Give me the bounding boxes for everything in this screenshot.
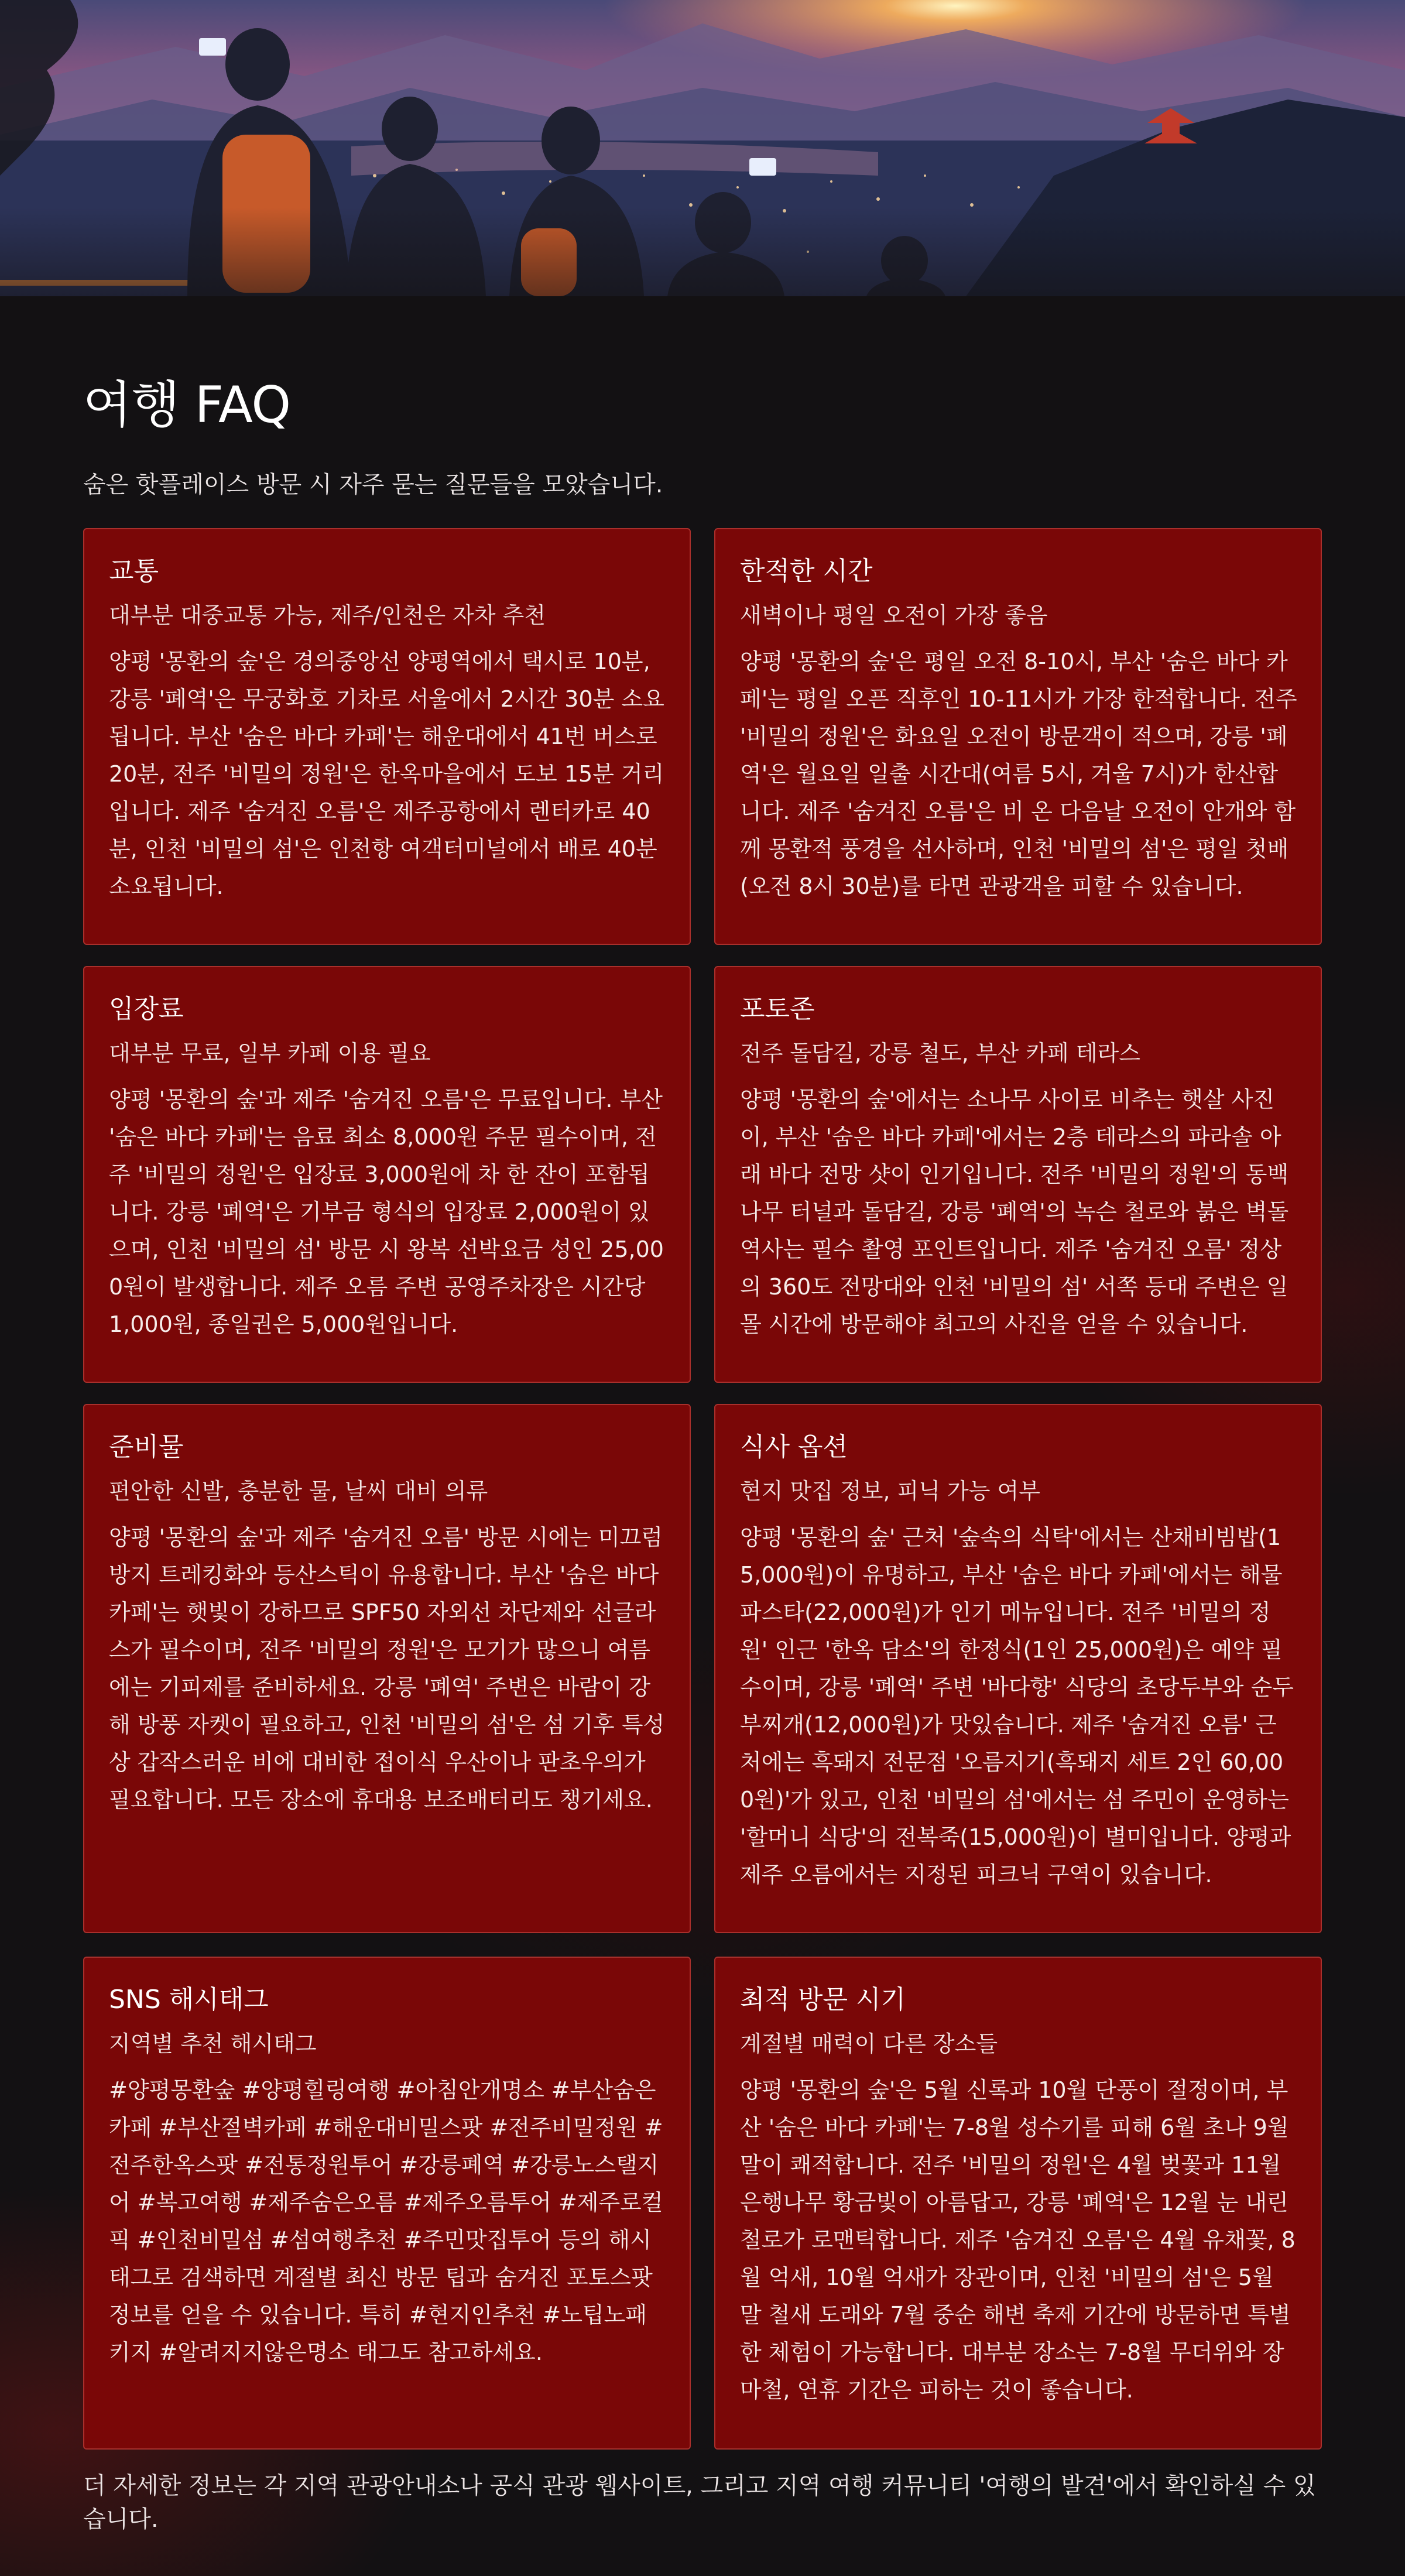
faq-card-admission: [83, 966, 691, 1383]
faq-card-best-season: [714, 1957, 1322, 2450]
card-subtitle: 편안한 신발, 충분한 물, 날씨 대비 의류: [109, 1478, 488, 1504]
card-title: 준비물: [109, 1432, 184, 1462]
card-title: 포토존: [740, 994, 815, 1024]
page-intro: 숨은 핫플레이스 방문 시 자주 묻는 질문들을 모았습니다.: [83, 471, 663, 498]
faq-card-photo-zone: [714, 966, 1322, 1383]
faq-card-quiet-time: [714, 528, 1322, 945]
card-title: 식사 옵션: [740, 1432, 848, 1462]
faq-card-transport: [83, 528, 691, 945]
card-body: #양평몽환숲 #양평힐링여행 #아침안개명소 #부산숨은카페 #부산절벽카페 #해운대비밀스팟 #전주비밀정원 #전주한옥스팟 #전통정원투어 #강릉폐역 #강릉노스탤지어 #복고여행 #제주숨은오름 #제주오름투어 #제주로컬픽 #인천비밀섬 #섬여행추천 #주민맛집투어 등의 해시태그로 검색하면 계절별 최신 방문 팁과 숨겨진 포토스팟 정보를 얻을 수 있습니다. 특히 #현지인추천 #노팁노패키지 #알려지지않은명소 태그도 참고하세요.: [109, 2077, 663, 2365]
faq-card-hashtags: [83, 1957, 691, 2450]
card-body: 양평 '몽환의 숲'은 경의중앙선 양평역에서 택시로 10분, 강릉 '폐역'은 무궁화호 기차로 서울에서 2시간 30분 소요됩니다. 부산 '숨은 바다 카페'는 해운대에서 41번 버스로 20분, 전주 '비밀의 정원'은 한옥마을에서 도보 15분 거리입니다. 제주 '숨겨진 오름'은 제주공항에서 렌터카로 40분, 인천 '비밀의 섬'은 인천항 여객터미널에서 배로 40분 소요됩니다.: [109, 649, 664, 899]
card-body: 양평 '몽환의 숲'과 제주 '숨겨진 오름'은 무료입니다. 부산 '숨은 바다 카페'는 음료 최소 8,000원 주문 필수이며, 전주 '비밀의 정원'은 입장료 3,000원에 차 한 잔이 포함됩니다. 강릉 '폐역'은 기부금 형식의 입장료 2,000원이 있으며, 인천 '비밀의 섬' 방문 시 왕복 선박요금 성인 25,000원이 발생합니다. 제주 오름 주변 공영주차장은 시간당 1,000원, 종일권은 5,000원입니다.: [109, 1087, 664, 1337]
page-title: 여행 FAQ: [83, 376, 291, 434]
card-subtitle: 대부분 대중교통 가능, 제주/인천은 자차 추천: [109, 602, 546, 628]
card-body: 양평 '몽환의 숲'과 제주 '숨겨진 오름' 방문 시에는 미끄럼 방지 트레킹화와 등산스틱이 유용합니다. 부산 '숨은 바다 카페'는 햇빛이 강하므로 SPF50 자외선 차단제와 선글라스가 필수이며, 전주 '비밀의 정원'은 모기가 많으니 여름에는 기피제를 준비하세요. 강릉 '폐역' 주변은 바람이 강해 방풍 자켓이 필요하고, 인천 '비밀의 섬'은 섬 기후 특성상 갑작스러운 비에 대비한 접이식 우산이나 판초우의가 필요합니다. 모든 장소에 휴대용 보조배터리도 챙기세요.: [109, 1525, 665, 1813]
card-title: 한적한 시간: [740, 556, 873, 586]
card-body: 양평 '몽환의 숲'에서는 소나무 사이로 비추는 햇살 사진이, 부산 '숨은 바다 카페'에서는 2층 테라스의 파라솔 아래 바다 전망 샷이 인기입니다. 전주 '비밀의 정원'의 동백나무 터널과 돌담길, 강릉 '폐역'의 녹슨 철로와 붉은 벽돌 역사는 필수 촬영 포인트입니다. 제주 '숨겨진 오름' 정상의 360도 전망대와 인천 '비밀의 섬' 서쪽 등대 주변은 일몰 시간에 방문해야 최고의 사진을 얻을 수 있습니다.: [740, 1087, 1289, 1337]
card-body: 양평 '몽환의 숲'은 5월 신록과 10월 단풍이 절정이며, 부산 '숨은 바다 카페'는 7-8월 성수기를 피해 6월 초나 9월 말이 쾌적합니다. 전주 '비밀의 정원'은 4월 벚꽃과 11월 은행나무 황금빛이 아름답고, 강릉 '폐역'은 12월 눈 내린 철로가 로맨틱합니다. 제주 '숨겨진 오름'은 4월 유채꽃, 8월 억새, 10월 억새가 장관이며, 인천 '비밀의 섬'은 5월 말 철새 도래와 7월 중순 해변 축제 기간에 방문하면 특별한 체험이 가능합니다. 대부분 장소는 7-8월 무더위와 장마철, 연휴 기간은 피하는 것이 좋습니다.: [740, 2077, 1296, 2403]
card-body: 양평 '몽환의 숲' 근처 '숲속의 식탁'에서는 산채비빔밥(15,000원)이 유명하고, 부산 '숨은 바다 카페'에서는 해물파스타(22,000원)가 인기 메뉴입니다. 전주 '비밀의 정원' 인근 '한옥 담소'의 한정식(1인 25,000원)은 예약 필수이며, 강릉 '폐역' 주변 '바다향' 식당의 초당두부와 순두부찌개(12,000원)가 맛있습니다. 제주 '숨겨진 오름' 근처에는 흑돼지 전문점 '오름지기(흑돼지 세트 2인 60,000원)'가 있고, 인천 '비밀의 섬'에서는 섬 주민이 운영하는 '할머니 식당'의 전복죽(15,000원)이 별미입니다. 양평과 제주 오름에서는 지정된 피크닉 구역이 있습니다.: [740, 1525, 1294, 1888]
faq-card-dining: [714, 1404, 1322, 1933]
hero-image: [0, 0, 1405, 296]
card-body: 양평 '몽환의 숲'은 평일 오전 8-10시, 부산 '숨은 바다 카페'는 평일 오픈 직후인 10-11시가 가장 한적합니다. 전주 '비밀의 정원'은 화요일 오전이 방문객이 적으며, 강릉 '폐역'은 월요일 일출 시간대(여름 5시, 겨울 7시)가 한산합니다. 제주 '숨겨진 오름'은 비 온 다음날 오전이 안개와 함께 몽환적 풍경을 선사하며, 인천 '비밀의 섬'은 평일 첫배(오전 8시 30분)를 타면 관광객을 피할 수 있습니다.: [740, 649, 1297, 899]
card-subtitle: 지역별 추천 해시태그: [109, 2031, 317, 2057]
card-title: 교통: [109, 556, 159, 586]
card-subtitle: 대부분 무료, 일부 카페 이용 필요: [109, 1040, 431, 1066]
faq-card-preparation: [83, 1404, 691, 1933]
card-subtitle: 계절별 매력이 다른 장소들: [740, 2031, 998, 2057]
card-subtitle: 전주 돌담길, 강릉 철도, 부산 카페 테라스: [740, 1040, 1140, 1066]
card-title: 최적 방문 시기: [740, 1985, 906, 2015]
card-subtitle: 새벽이나 평일 오전이 가장 좋음: [740, 602, 1048, 628]
footer-note: 더 자세한 정보는 각 지역 관광안내소나 공식 관광 웹사이트, 그리고 지역 여행 커뮤니티 '여행의 발견'에서 확인하실 수 있습니다.: [83, 2472, 1316, 2533]
card-subtitle: 현지 맛집 정보, 피닉 가능 여부: [740, 1478, 1040, 1504]
card-title: SNS 해시태그: [109, 1985, 269, 2015]
card-title: 입장료: [109, 994, 184, 1024]
